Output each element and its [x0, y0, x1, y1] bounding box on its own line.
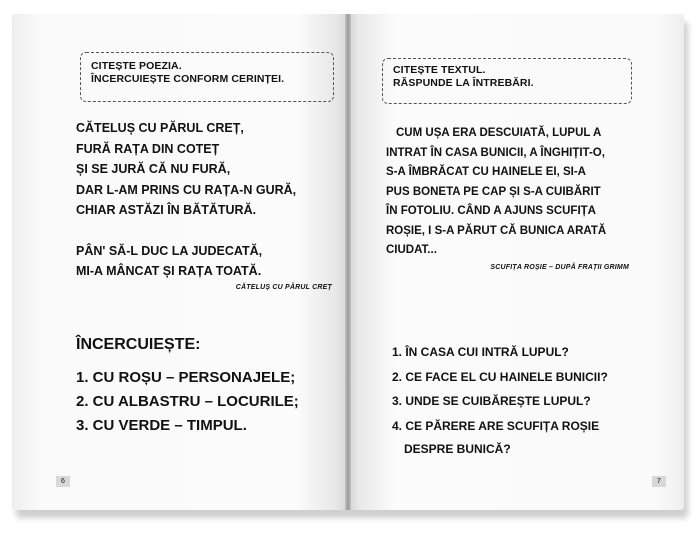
task-item: 2. CU ALBASTRU – LOCURILE;: [76, 393, 299, 410]
text-instruction-box: [382, 58, 632, 104]
book-spine: [345, 14, 351, 510]
instruction-line-2: ÎNCERCUIEȘTE CONFORM CERINȚEI.: [91, 73, 285, 85]
open-book: [12, 14, 688, 518]
poem-line: PÂN' SĂ-L DUC LA JUDECATĂ,: [76, 243, 263, 258]
story-line: ÎN FOTOLIU. CÂND A AJUNS SCUFIȚA: [386, 205, 596, 217]
task-item: 1. CU ROȘU – PERSONAJELE;: [76, 369, 296, 386]
poem-line: CHIAR ASTĂZI ÎN BĂTĂTURĂ.: [76, 203, 257, 217]
instruction-line-1: CITEȘTE TEXTUL.: [393, 64, 486, 76]
poem-instruction-box: [80, 52, 334, 102]
poem-line: MI-A MÂNCAT ȘI RAȚA TOATĂ.: [76, 264, 262, 278]
poem-line: ȘI SE JURĂ CĂ NU FURĂ,: [76, 162, 231, 176]
poem: [76, 118, 336, 282]
question-item-continuation: DESPRE BUNICĂ?: [404, 442, 511, 456]
left-page: [12, 14, 348, 510]
task-list: [76, 366, 336, 438]
page-number: 6: [56, 476, 70, 487]
poem-line: FURĂ RAȚA DIN COTEȚ: [76, 141, 220, 156]
story-caption: SCUFIȚA ROȘIE – DUPĂ FRAȚII GRIMM: [490, 264, 629, 271]
task-title: ÎNCERCUIEȘTE:: [76, 336, 201, 353]
question-item: 2. CE FACE EL CU HAINELE BUNICII?: [392, 369, 608, 384]
poem-caption: CĂTELUȘ CU PĂRUL CREȚ: [235, 284, 332, 291]
story-line: PUS BONETA PE CAP ȘI S-A CUIBĂRIT: [386, 185, 601, 198]
poem-line: DAR L-AM PRINS CU RAȚA-N GURĂ,: [76, 182, 297, 197]
page-number: 7: [652, 476, 666, 487]
question-item: 1. ÎN CASA CUI INTRĂ LUPUL?: [392, 345, 569, 359]
story-line: CUM UȘA ERA DESCUIATĂ, LUPUL A: [396, 127, 602, 139]
story-line: S-A ÎMBRĂCAT CU HAINELE EI, SI-A: [386, 166, 586, 178]
question-item: 4. CE PĂRERE ARE SCUFIȚA ROȘIE: [392, 418, 600, 433]
poem-line: CĂTELUȘ CU PĂRUL CREȚ,: [76, 121, 244, 135]
task-item: 3. CU VERDE – TIMPUL.: [76, 417, 247, 434]
story-line: ROȘIE, I S-A PĂRUT CĂ BUNICA ARATĂ: [386, 224, 607, 237]
instruction-line-1: CITEȘTE POEZIA.: [91, 60, 182, 72]
question-list: [392, 340, 642, 460]
instruction-line-2: RĂSPUNDE LA ÎNTREBĂRI.: [393, 77, 534, 89]
story-line: INTRAT ÎN CASA BUNICII, A ÎNGHIȚIT-O,: [386, 146, 605, 159]
right-page: [348, 14, 684, 510]
question-item: 3. UNDE SE CUIBĂREȘTE LUPUL?: [392, 394, 591, 408]
story-line: CIUDAT...: [386, 244, 437, 256]
story-text: [386, 124, 636, 261]
